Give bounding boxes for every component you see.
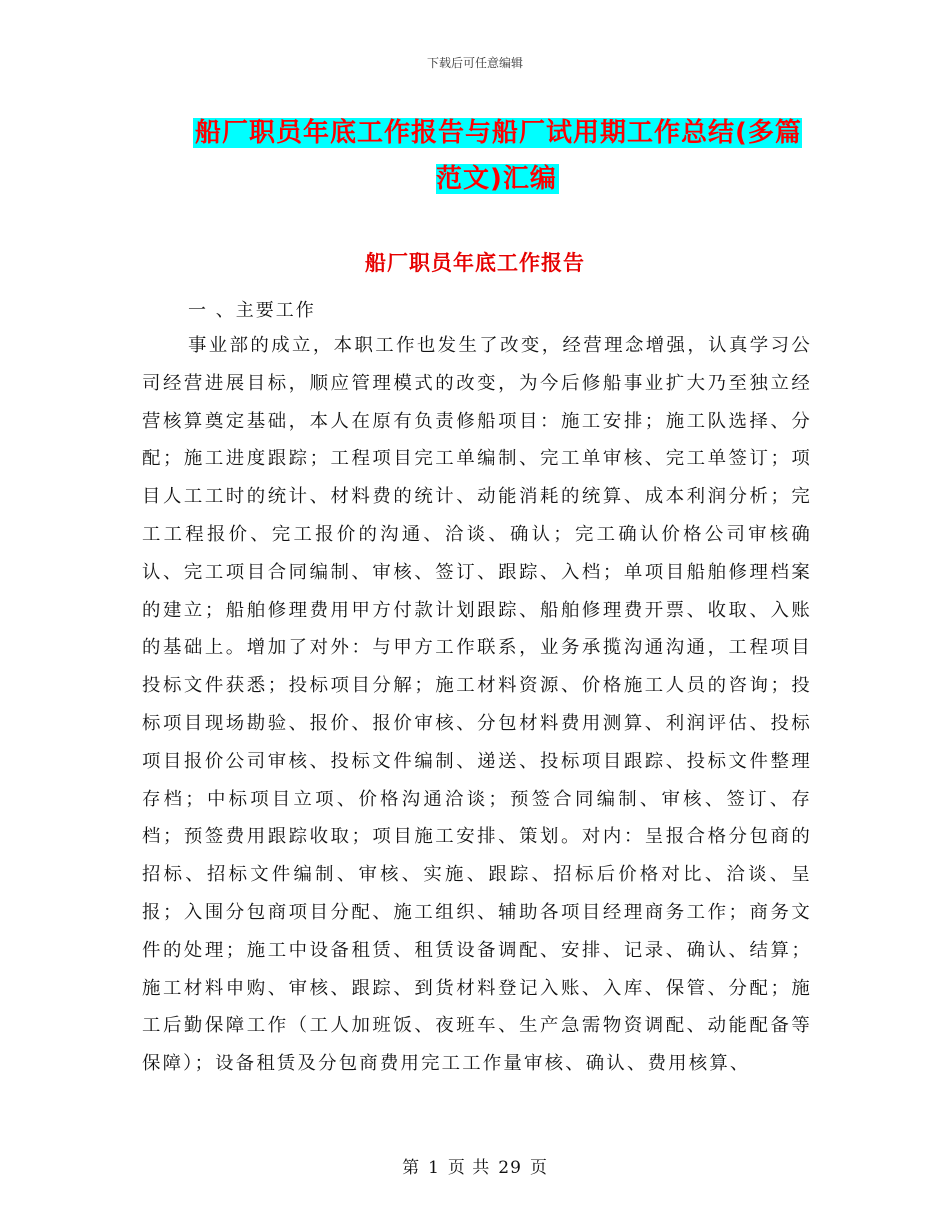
heading-main-work: 一 、主要工作 bbox=[188, 300, 316, 321]
page-label-mid: 页 共 bbox=[447, 1158, 491, 1178]
header-note: 下载后可任意编辑 bbox=[426, 56, 523, 70]
document-title-text: 船厂职员年底工作报告与船厂试用期工作总结(多篇范文)汇编 bbox=[195, 118, 802, 194]
page-number: 1 bbox=[428, 1158, 440, 1178]
page-total: 29 bbox=[498, 1158, 522, 1178]
page-label-suffix: 页 bbox=[529, 1158, 548, 1178]
document-title bbox=[185, 110, 810, 202]
section-title: 船厂职员年底工作报告 bbox=[365, 251, 585, 275]
page-label-prefix: 第 bbox=[402, 1158, 421, 1178]
body-paragraph: 事业部的成立，本职工作也发生了改变，经营理念增强，认真学习公司经营进展目标，顺应管理模式的改变，为今后修船事业扩大乃至独立经营核算奠定基础，本人在原有负责修船项目：施工安排；施工队选择、分配；施工进度跟踪；工程项目完工单编制、完工单审核、完工单签订；项目人工工时的统计、材料费的统计、动能消耗的统算、成本利润分析；完工工程报价、完工报价的沟通、洽谈、确认；完工确认价格公司审核确认、完工项目合同编制、审核、签订、跟踪、入档；单项目船舶修理档案的建立；船舶修理费用甲方付款计划跟踪、船舶修理费开票、收取、入账的基础上。增加了对外：与甲方工作联系，业务承揽沟通沟通，工程项目投标文件获悉；投标项目分解；施工材料资源、价格施工人员的咨询；投标项目现场勘验、报价、报价审核、分包材料费用测算、利润评估、投标项目报价公司审核、投标文件编制、递送、投标项目跟踪、投标文件整理存档；中标项目立项、价格沟通洽谈；预签合同编制、审核、签订、存档；预签费用跟踪收取；项目施工安排、策划。对内：呈报合格分包商的招标、招标文件编制、审核、实施、跟踪、招标后价格对比、洽谈、呈报；入围分包商项目分配、施工组织、辅助各项目经理商务工作；商务文件的处理；施工中设备租赁、租赁设备调配、安排、记录、确认、结算；施工材料申购、审核、跟踪、到货材料登记入账、入库、保管、分配；施工后勤保障工作（工人加班饭、夜班车、生产急需物资调配、动能配备等保障）；设备租赁及分包商费用完工工作量审核、确认、费用核算、 bbox=[142, 335, 812, 1075]
page-footer bbox=[0, 1153, 950, 1178]
